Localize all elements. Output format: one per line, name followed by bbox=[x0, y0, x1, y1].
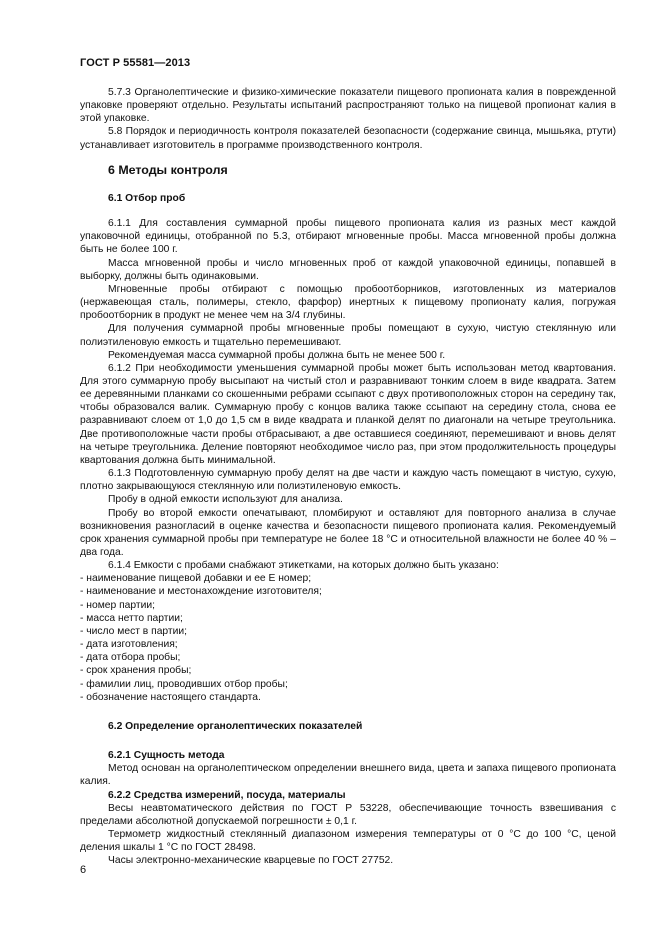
heading-6-2-2: 6.2.2 Средства измерений, посуда, материалы bbox=[108, 789, 346, 801]
list-item: - номер партии; bbox=[80, 599, 155, 611]
subsection-heading-6-1: 6.1 Отбор проб bbox=[108, 192, 186, 204]
list-item: - дата отбора пробы; bbox=[80, 652, 181, 664]
page-number: 6 bbox=[80, 864, 87, 876]
paragraph-6-2-2-c: Часы электронно-механические кварцевые по ГОСТ 27752. bbox=[108, 855, 394, 867]
list-item: - срок хранения пробы; bbox=[80, 665, 192, 677]
list-item: - число мест в партии; bbox=[80, 625, 188, 637]
paragraph-6-1-4: 6.1.4 Емкости с пробами снабжают этикетками, на которых должно быть указано: bbox=[108, 560, 499, 572]
paragraph-6-1-1-c: Мгновенные пробы отбирают с помощью пробоотборников, изготовленных из материалов (нержавеющая сталь, полимеры, стекло, фарфор) инертных к пищевому пропионату калия, погружая пробоотборник в продукт не менее чем на 3/4 глубины. bbox=[80, 283, 616, 322]
subsection-heading-6-2: 6.2 Определение органолептических показателей bbox=[108, 720, 363, 732]
paragraph-6-1-1-e: Рекомендуемая масса суммарной пробы должна быть не менее 500 г. bbox=[108, 349, 446, 361]
document-header: ГОСТ Р 55581—2013 bbox=[80, 57, 191, 69]
document-body bbox=[80, 86, 616, 867]
paragraph-6-1-2: 6.1.2 При необходимости уменьшения суммарной пробы может быть использован метод квартования. Для этого суммарную пробу высыпают на чистый стол и разравнивают тонким слоем в виде квадрата. Затем ее деревянными планками со скошенными ребрами ссыпают с двух противоположных сторон на середину так, чтобы образовался валик. Суммарную пробу с концов валика также ссыпают на середину стола, снова ее разравнивают слоем от 1,0 до 1,5 см в виде квадрата и планкой делят по диагонали на четыре треугольника. Две противоположные части пробы отбрасывают, а две оставшиеся соединяют, перемешивают и вновь делят на четыре треугольника. Деление повторяют необходимое число раз, при этом продолжительность процедуры квартования должна быть минимальной. bbox=[80, 362, 616, 466]
list-item: - фамилии лиц, проводивших отбор пробы; bbox=[80, 678, 288, 690]
section-heading-6: 6 Методы контроля bbox=[108, 162, 228, 177]
paragraph-6-1-3-c: Пробу во второй емкости опечатывают, пломбируют и оставляют для повторного анализа в случае возникновения разногласий в оценке качества и безопасности пищевого пропионата калия. Рекомендуемый срок хранения суммарной пробы при температуре не более 18 °С и относительной влажности не более 40 % – два года. bbox=[80, 507, 616, 558]
paragraph-6-1-1-b: Масса мгновенной пробы и число мгновенных проб от каждой упаковочной единицы, попавшей в выборку, должны быть одинаковыми. bbox=[80, 257, 616, 282]
list-item: - масса нетто партии; bbox=[80, 612, 183, 624]
list-item: - наименование пищевой добавки и ее Е номер; bbox=[80, 573, 312, 585]
paragraph-6-2-2-a: Весы неавтоматического действия по ГОСТ Р 53228, обеспечивающие точность взвешивания с пределами абсолютной допускаемой погрешности ± 0,1 г. bbox=[80, 802, 616, 827]
paragraph-6-2-2-b: Термометр жидкостный стеклянный диапазоном измерения температуры от 0 °С до 100 °С, ценой деления шкалы 1 °С по ГОСТ 28498. bbox=[80, 828, 616, 854]
list-item: - дата изготовления; bbox=[80, 639, 178, 651]
paragraph-6-1-1-d: Для получения суммарной пробы мгновенные пробы помещают в сухую, чистую стеклянную или полиэтиленовую емкость и тщательно перемешивают. bbox=[80, 323, 616, 348]
paragraph-5-8: 5.8 Порядок и периодичность контроля показателей безопасности (содержание свинца, мышьяка, ртути) устанавливает изготовитель в программе производственного контроля. bbox=[80, 126, 616, 151]
paragraph-5-7-3: 5.7.3 Органолептические и физико-химические показатели пищевого пропионата калия в поврежденной упаковке проверяют отдельно. Результаты испытаний распространяют только на пищевой пропионат калия в этой упаковке. bbox=[80, 87, 616, 125]
paragraph-6-1-1: 6.1.1 Для составления суммарной пробы пищевого пропионата калия из разных мест каждой упаковочной единицы, отобранной по 5.3, отбирают мгновенные пробы. Масса мгновенной пробы должна быть не более 100 г. bbox=[80, 218, 616, 256]
paragraph-6-1-3: 6.1.3 Подготовленную суммарную пробу делят на две части и каждую часть помещают в чистую, сухую, плотно закрывающуюся стеклянную или полиэтиленовую емкость. bbox=[80, 468, 616, 493]
paragraph-6-1-3-b: Пробу в одной емкости используют для анализа. bbox=[108, 494, 343, 506]
list-item: - наименование и местонахождение изготовителя; bbox=[80, 586, 322, 598]
list-item: - обозначение настоящего стандарта. bbox=[80, 691, 261, 703]
paragraph-6-2-1: Метод основан на органолептическом определении внешнего вида, цвета и запаха пищевого пропионата калия. bbox=[80, 763, 616, 788]
heading-6-2-1: 6.2.1 Сущность метода bbox=[108, 750, 225, 762]
